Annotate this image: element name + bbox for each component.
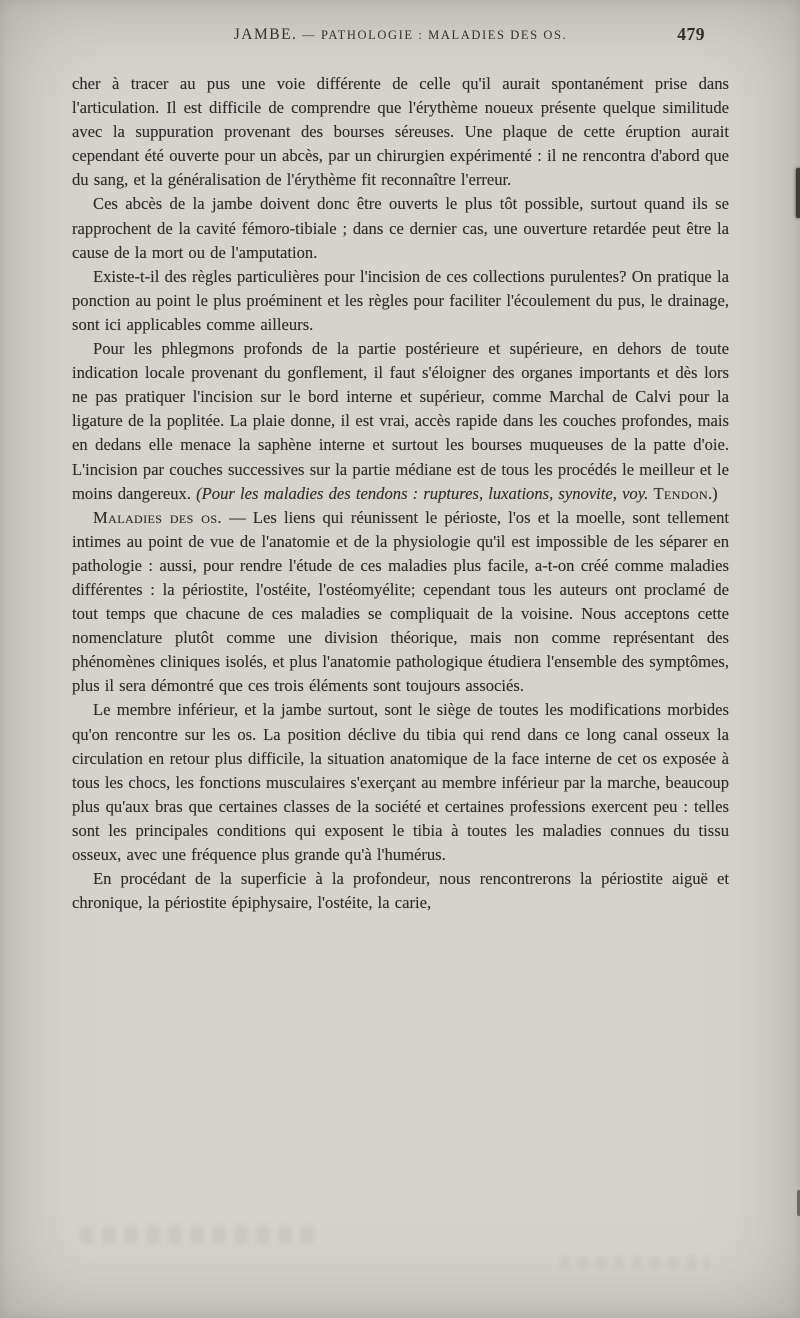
paragraph [72, 867, 729, 915]
running-title-main: JAMBE. [233, 26, 298, 43]
text-run: (Pour les maladies des tendons : ruptures, luxations, synovite, voy. [196, 483, 654, 503]
text-run: Ces abcès de la jambe doivent donc être ouverts le plus tôt possible, surtout quand ils se rapprochent de la cavité fémoro-tibiale ; dans ce dernier cas, une ouverture retardée peut être la cause de la mort ou de l'amputation. [72, 194, 729, 262]
text-run: — Les liens qui réunissent le périoste, l'os et la moelle, sont tellement intimes au point de vue de l'anatomie et de la physiologie qu'il est impossible de les séparer en pathologie : aussi, pour rendre l'étude de ces maladies plus facile, a-t-on créé comme maladies différentes : la périostite, l'ostéite, l'ostéomyélite; cependant tous les auteurs ont proclamé de tout temps que chacune de ces maladies se compliquait de la voisine. Nous acceptons cette nomenclature plutôt comme une division théorique, mais non comme représentant des phénomènes cliniques isolés, et plus l'anatomie pathologique étudiera l'ensemble des symptômes, plus il sera démontré que ces trois éléments sont toujours associés. [72, 507, 729, 696]
ink-bleed-smudge [80, 1226, 320, 1244]
scan-edge-artifact [796, 168, 800, 218]
paragraph [72, 192, 729, 264]
running-header [72, 26, 729, 60]
text-run: cher à tracer au pus une voie différente de celle qu'il aurait spontanément prise dans l'articulation. Il est difficile de comprendre que l'érythème noueux présente quelque similitude avec la suppuration provenant des bourses séreuses. Une plaque de cette éruption aurait cependant été ouverte pour un abcès, par un chirurgien expérimenté : il ne rencontra d'abord que du sang, et la généralisation de l'érythème fit reconnaître l'erreur. [72, 74, 729, 190]
paragraph [72, 265, 729, 337]
paragraph [72, 698, 729, 867]
text-run: .) [708, 483, 718, 503]
text-run: Le membre inférieur, et la jambe surtout, sont le siège de toutes les modifications morbides qu'on rencontre sur les os. La position déclive du tibia qui rend dans ce long canal osseux la circulation en retour plus difficile, la situation anatomique de la face interne de cet os exposée à tous les chocs, les fonctions musculaires s'exerçant au membre inférieur par la marche, beaucoup plus qu'aux bras que certaines classes de la société et certaines professions exercent peu : telles sont les principales conditions qui exposent le tibia à toutes les maladies connues du tissu osseux, avec une fréquence plus grande qu'à l'humérus. [72, 700, 729, 864]
paragraph [72, 506, 729, 699]
text-run: Existe-t-il des règles particulières pour l'incision de ces collections purulentes? On pratique la ponction au point le plus proéminent et les règles pour faciliter l'écoulement du pus, le drainage, sont ici applicables comme ailleurs. [72, 266, 729, 334]
paragraph [72, 72, 729, 192]
paragraph [72, 337, 729, 506]
text-run: Tendon [653, 483, 709, 503]
ink-bleed-smudge-2 [560, 1256, 710, 1270]
running-title-detail: — PATHOLOGIE : MALADIES DES OS. [297, 28, 568, 42]
text-column [72, 26, 729, 915]
text-run: En procédant de la superficie à la profondeur, nous rencontrerons la périostite aiguë et chronique, la périostite épiphysaire, l'ostéite, la carie, [72, 869, 729, 913]
paragraphs [72, 72, 729, 915]
text-run: Pour les phlegmons profonds de la partie postérieure et supérieure, en dehors de toute indication locale provenant du gonflement, il faut s'éloigner des organes importants et dès lors ne pas pratiquer l'incision sur le bord interne et supérieur, comme Marchal de Calvi pour la ligature de la poplitée. La plaie donne, il est vrai, accès rapide dans les couches profondes, mais en dedans elle menace la saphène interne et surtout les bourses muqueuses de la patte d'oie. L'incision par couches successives sur la partie médiane est de tous les procédés le meilleur et le moins dangereux. [72, 339, 729, 503]
page-number: 479 [677, 24, 705, 44]
text-run: Maladies des os. [93, 507, 222, 527]
